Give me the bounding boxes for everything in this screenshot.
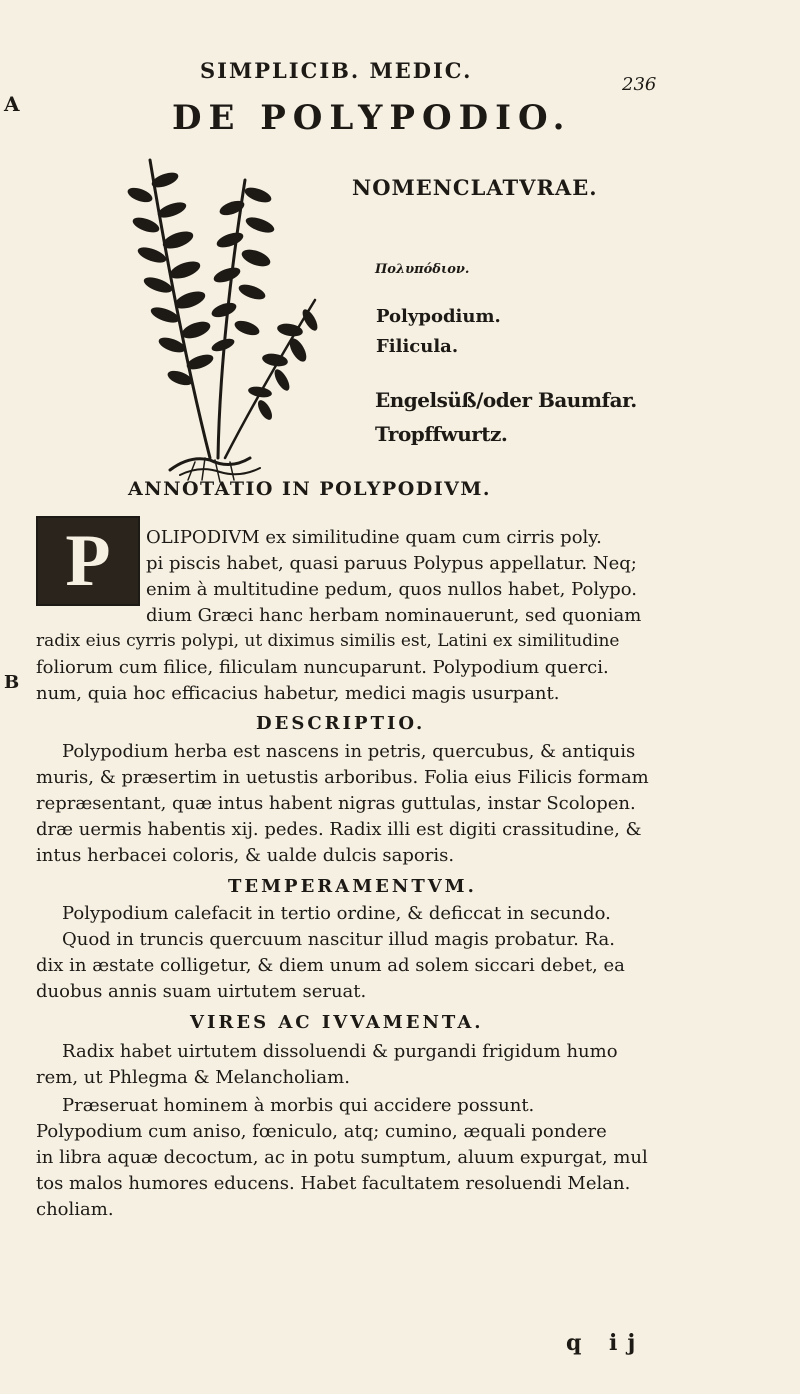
decorated-initial bbox=[36, 516, 140, 606]
text-line: OLIPODIVM ex similitudine quam cum cirris poly. bbox=[146, 527, 602, 548]
text-line: Polypodium herba est nascens in petris, quercubus, & antiquis bbox=[62, 741, 636, 762]
text-line: foliorum cum filice, filiculam nuncuparunt. Polypodium querci. bbox=[36, 657, 609, 678]
text-line: num, quia hoc efficacius habetur, medici magis usurpant. bbox=[36, 683, 560, 704]
nomenclature-heading: NOMENCLATVRAE. bbox=[352, 175, 598, 200]
text-line: repræsentant, quæ intus habent nigras guttulas, instar Scolopen. bbox=[36, 793, 636, 814]
text-line: muris, & præsertim in uetustis arboribus. Folia eius Filicis formam bbox=[36, 767, 649, 788]
text-line: Quod in truncis quercuum nascitur illud magis probatur. Ra. bbox=[62, 929, 615, 950]
text-line: in libra aquæ decoctum, ac in potu sumptum, aluum expurgat, mul bbox=[36, 1147, 648, 1168]
german-name-1: Engelsüß/oder Baumfar. bbox=[375, 388, 637, 412]
text-line: intus herbacei coloris, & ualde dulcis saporis. bbox=[36, 845, 455, 866]
signature-mark: q ij bbox=[566, 1330, 646, 1356]
annotatio-heading: ANNOTATIO IN POLYPODIVM. bbox=[128, 478, 492, 500]
text-line: choliam. bbox=[36, 1199, 114, 1220]
latin-name-1: Polypodium. bbox=[376, 306, 501, 327]
text-line: dræ uermis habentis xij. pedes. Radix illi est digiti crassitudine, & bbox=[36, 819, 642, 840]
text-line: Radix habet uirtutem dissoluendi & purgandi frigidum humo bbox=[62, 1041, 618, 1062]
greek-name: Πολυπόδιον. bbox=[375, 262, 470, 277]
text-line: tos malos humores educens. Habet facultatem resoluendi Melan. bbox=[36, 1173, 631, 1194]
text-line: dium Græci hanc herbam nominauerunt, sed quoniam bbox=[146, 605, 642, 626]
text-line: enim à multitudine pedum, quos nullos habet, Polypo. bbox=[146, 579, 638, 600]
text-line: duobus annis suam uirtutem seruat. bbox=[36, 981, 367, 1002]
text-line: radix eius cyrris polypi, ut diximus similis est, Latini ex similitudine bbox=[36, 631, 620, 651]
text-line: Præseruat hominem à morbis qui accidere possunt. bbox=[62, 1095, 535, 1116]
german-name-2: Tropffwurtz. bbox=[375, 422, 508, 446]
text-line: rem, ut Phlegma & Melancholiam. bbox=[36, 1067, 350, 1088]
latin-name-2: Filicula. bbox=[376, 336, 459, 357]
descriptio-heading: DESCRIPTIO. bbox=[256, 713, 426, 734]
text-line: pi piscis habet, quasi paruus Polypus appellatur. Neq; bbox=[146, 553, 637, 574]
vires-heading: VIRES AC IVVAMENTA. bbox=[190, 1012, 484, 1033]
temperamentum-heading: TEMPERAMENTVM. bbox=[228, 876, 477, 897]
text-line: Polypodium cum aniso, fœniculo, atq; cumino, æquali pondere bbox=[36, 1121, 607, 1142]
page-number: 236 bbox=[622, 74, 657, 95]
text-line: Polypodium calefacit in tertio ordine, & deficcat in secundo. bbox=[62, 903, 611, 924]
running-title: SIMPLICIB. MEDIC. bbox=[200, 58, 473, 83]
polypodium-fern-woodcut bbox=[110, 140, 340, 485]
page-title: DE POLYPODIO. bbox=[172, 98, 572, 138]
initial-letter: P bbox=[65, 520, 111, 602]
margin-letter-b: B bbox=[4, 672, 20, 693]
margin-letter-a: A bbox=[4, 92, 20, 116]
text-line: dix in æstate colligetur, & diem unum ad solem siccari debet, ea bbox=[36, 955, 625, 976]
